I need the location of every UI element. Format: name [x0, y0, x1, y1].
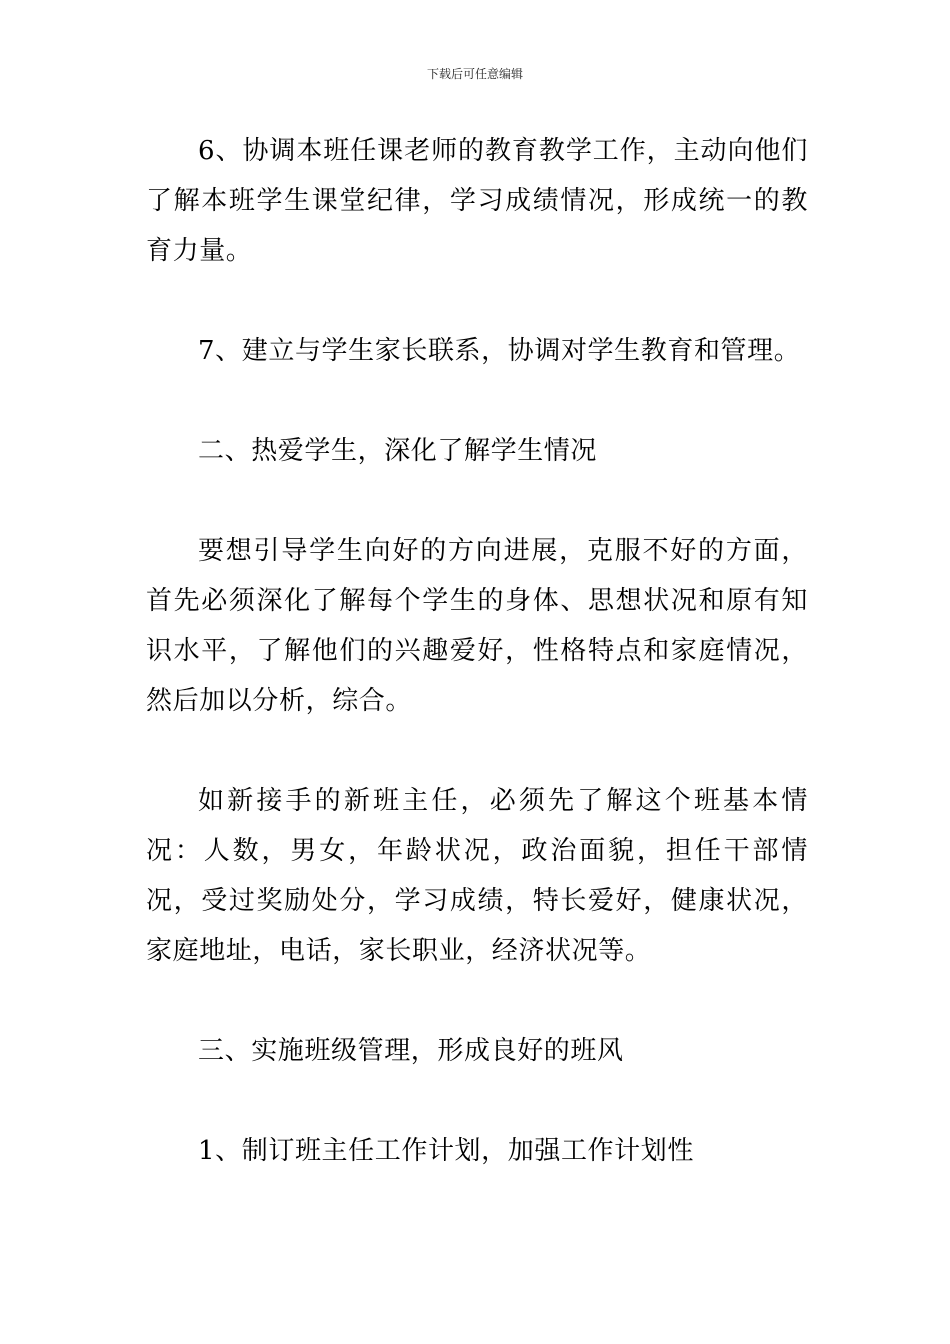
- paragraph-item-7: 7、建立与学生家长联系，协调对学生教育和管理。: [198, 336, 801, 366]
- section-heading-3: 三、实施班级管理，形成良好的班风: [198, 1036, 624, 1066]
- paragraph-understand-students: 要想引导学生向好的方向进展，克服不好的方面，首先必须深化了解每个学生的身体、思想状况和原有知识水平，了解他们的兴趣爱好，性格特点和家庭情况，然后加以分析，综合。: [146, 536, 808, 716]
- document-body: [146, 126, 808, 1226]
- paragraph-item-6: 6、协调本班任课老师的教育教学工作，主动向他们了解本班学生课堂纪律，学习成绩情况，形成统一的教育力量。: [146, 136, 808, 266]
- paragraph-new-class-teacher: 如新接手的新班主任，必须先了解这个班基本情况：人数，男女，年龄状况，政治面貌，担任干部情况，受过奖励处分，学习成绩，特长爱好，健康状况，家庭地址，电话，家长职业，经济状况等。: [146, 786, 808, 966]
- paragraph-item-1: 1、制订班主任工作计划，加强工作计划性: [198, 1136, 694, 1166]
- section-heading-2: 二、热爱学生，深化了解学生情况: [198, 436, 598, 466]
- page-header: 下载后可任意编辑: [426, 67, 523, 81]
